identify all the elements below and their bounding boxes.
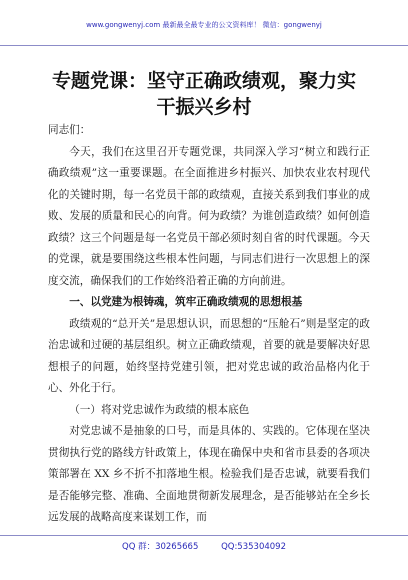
page-header <box>0 0 408 46</box>
subsection-heading-1: （一）将对党忠诚作为政绩的根本底色 <box>69 403 250 416</box>
paragraph-intro: 今天，我们在这里召开专题党课，共同深入学习“树立和践行正确政绩观”这一重要课题。在全面推进乡村振兴、加快农业农村现代化的关键时期，每一名党员干部的政绩观，直接关系到我们事业的成败、发展的质量和民心的向背。何为政绩？为谁创造政绩？如何创造政绩？这三个问题是每一名党员干部必须时刻自省的时代课题。今天的党课，就是要围绕这些根本性问题，与同志们进行一次思想上的深度交流，确保我们的工作始终沿着正确的方向前进。 <box>48 145 370 287</box>
header-text: www.gongwenyj.com 最新最全最专业的公文资料库！ 微信：gongwenyj <box>86 21 322 29</box>
paragraph-section-1: 政绩观的“总开关”是思想认识，而思想的“压舱石”则是坚定的政治忠诚和过硬的基层组织。树立正确政绩观，首要的就是要解决好思想根子的问题，始终坚持党建引领，把对党忠诚的政治品格内化于心、外化于行。 <box>48 317 370 394</box>
section-heading-1: 一、以党建为根铸魂，筑牢正确政绩观的思想根基 <box>69 296 303 308</box>
qq-number: QQ:535304092 <box>221 542 286 552</box>
qq-group: QQ 群：30265665 <box>122 542 199 552</box>
greeting: 同志们： <box>48 124 91 136</box>
paragraph-subsection-1: 对党忠诚不是抽象的口号，而是具体的、实践的。它体现在坚决贯彻执行党的路线方针政策上，体现在确保中央和省市县委的各项决策部署在 XX 乡不折不扣落地生根。检验我们是否忠诚，就要看我们是否能够完整、准确、全面地贯彻新发展理念，是否能够站在全乡长远发展的战略高度来谋划工作，而 <box>48 425 370 523</box>
page-footer <box>0 535 408 580</box>
footer-text <box>0 540 408 552</box>
document-body <box>48 120 370 529</box>
document-title: 专题党课：坚守正确政绩观，聚力实干振兴乡村 <box>51 70 356 118</box>
